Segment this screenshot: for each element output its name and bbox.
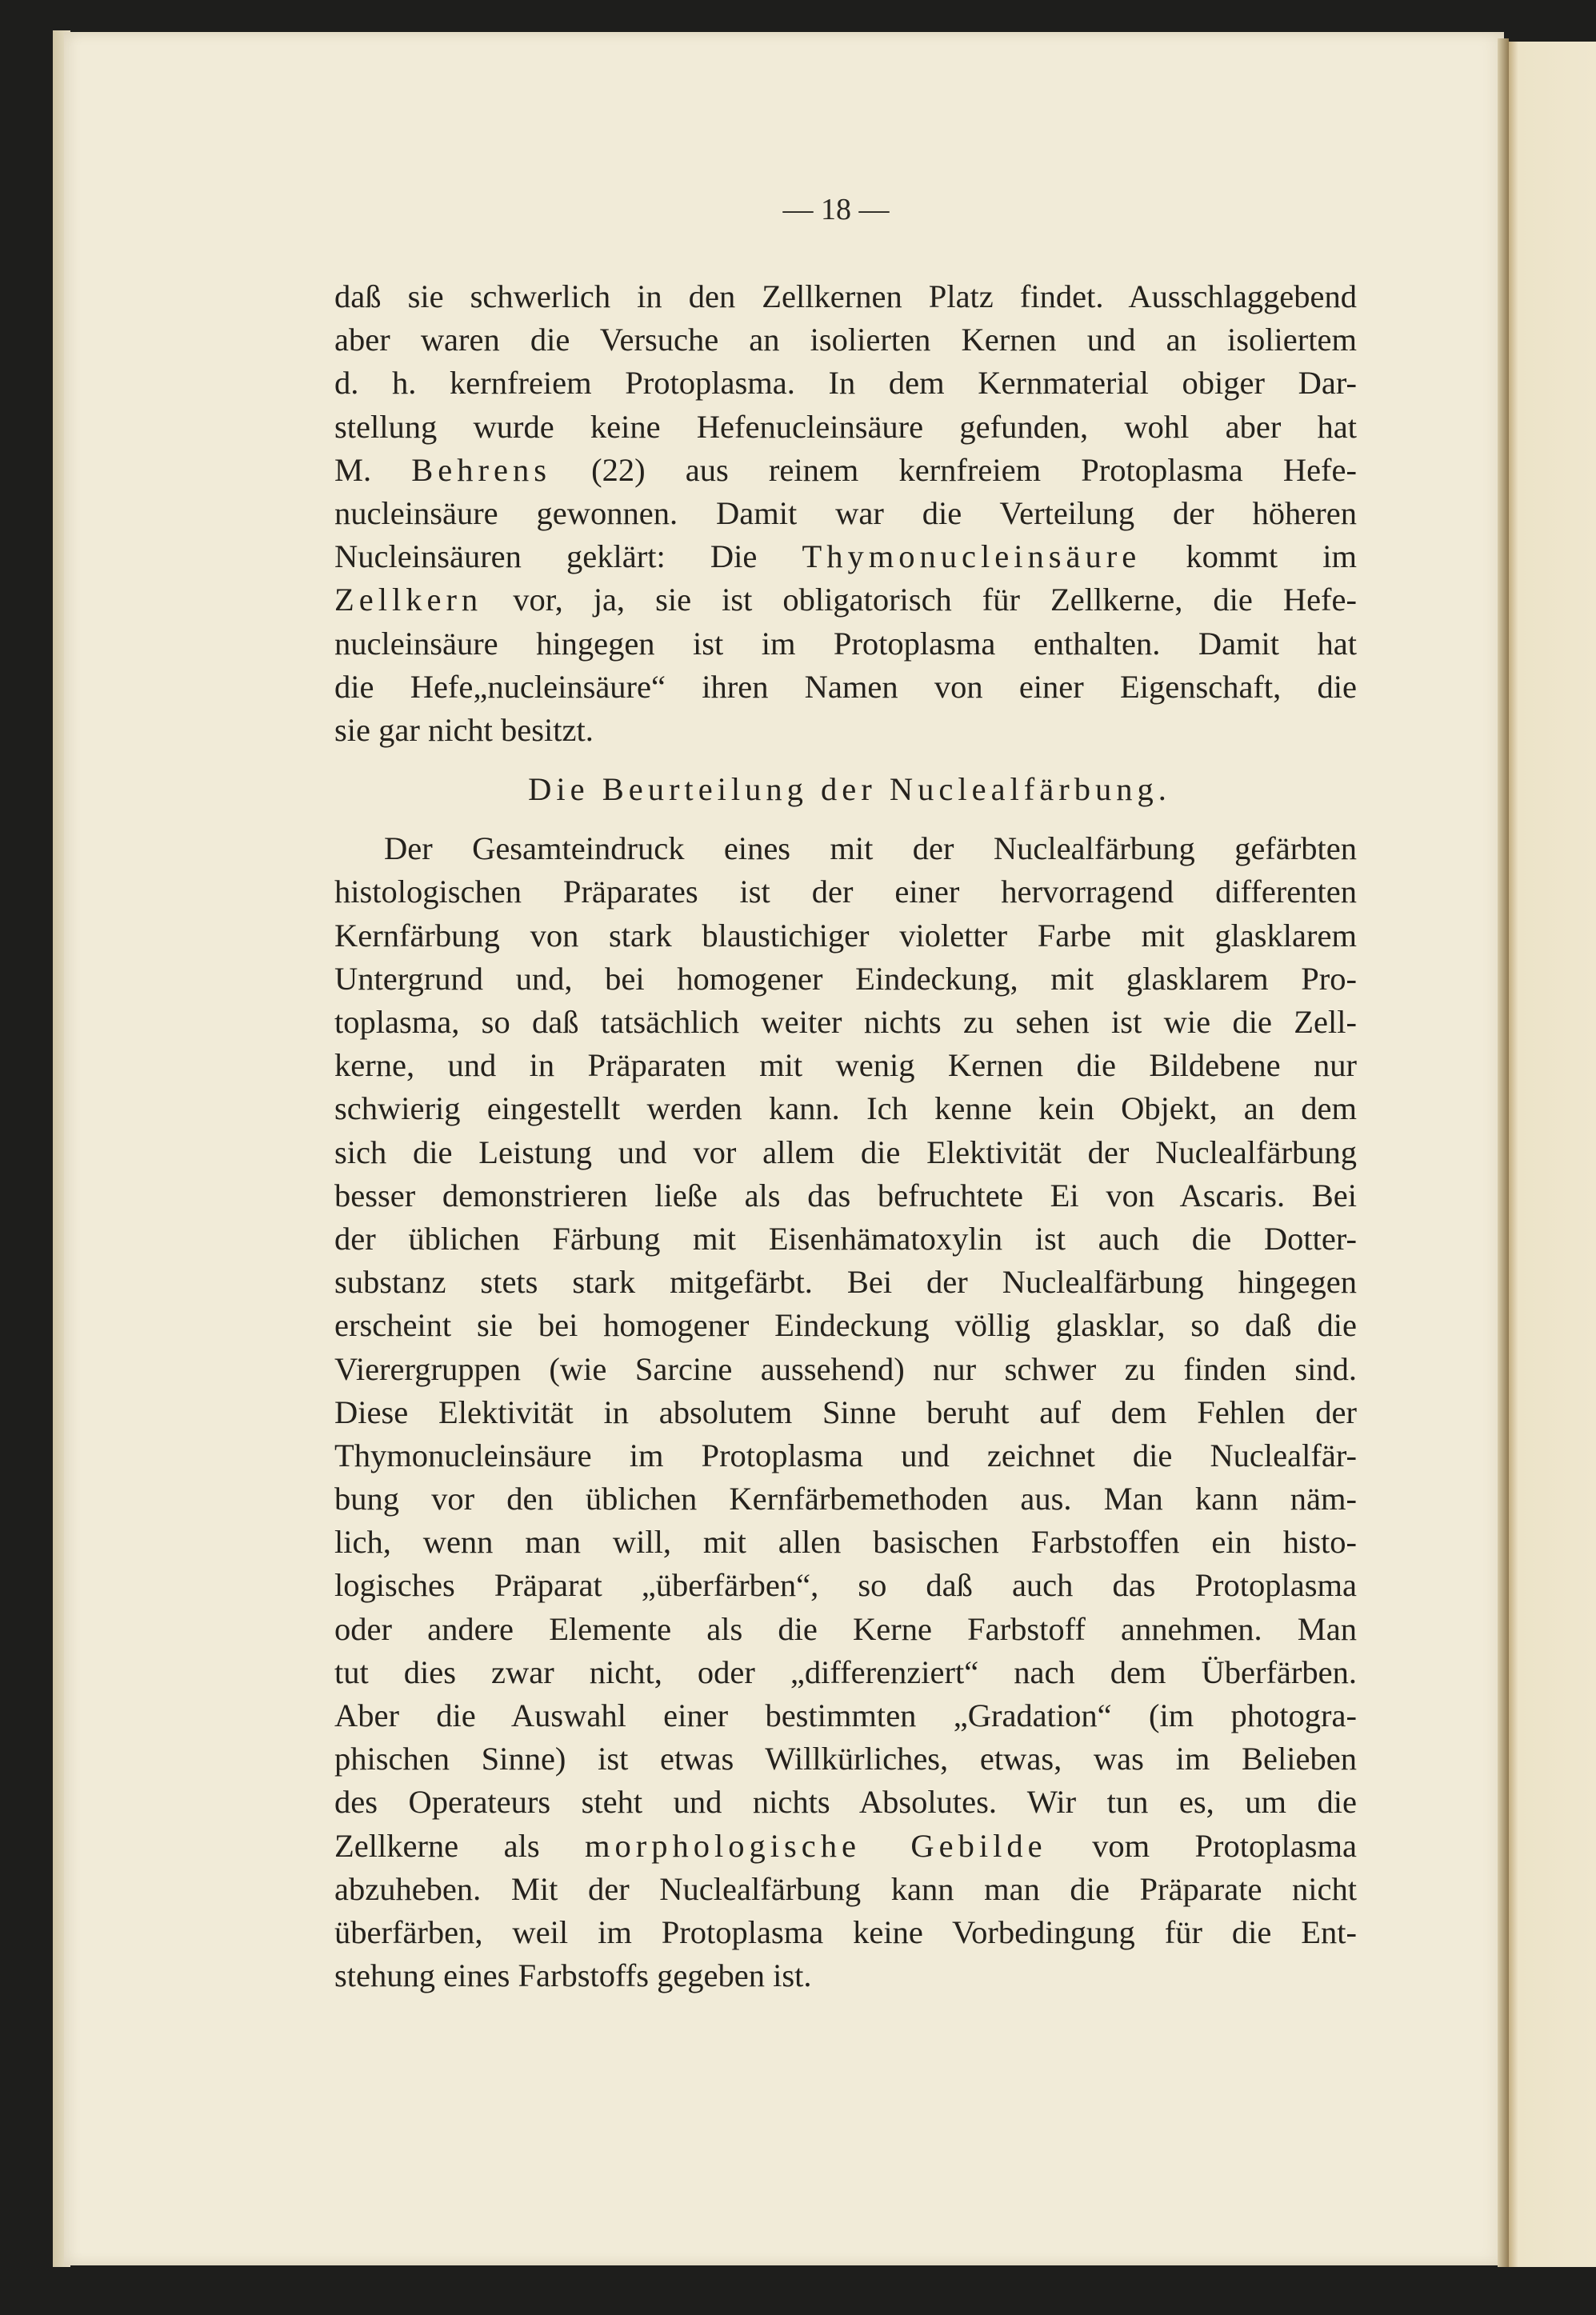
text-line: histologischen Präparates ist der einer hervorragend differenten — [334, 874, 1357, 910]
text-line: Diese Elektivität in absolutem Sinne beruht auf dem Fehlen der — [334, 1393, 1357, 1430]
spaced-term: Thymonucleinsäure — [802, 538, 1142, 575]
text-line: kerne, und in Präparaten mit wenig Kernen die Bildebene nur — [334, 1047, 1357, 1084]
text-line: tut dies zwar nicht, oder „differenziert“ nach dem Überfärben. — [334, 1653, 1357, 1690]
text-segment: vor, ja, sie ist obligatorisch für Zellkerne, die Hefe- — [513, 582, 1357, 618]
text-line: erscheint sie bei homogener Eindeckung völlig glasklar, so daß die — [334, 1307, 1357, 1344]
text-line: sie gar nicht besitzt. — [334, 711, 594, 748]
next-page-edge — [1506, 42, 1596, 2267]
text-line: sich die Leistung und vor allem die Elektivität der Nuclealfärbung — [334, 1134, 1357, 1170]
text-line: Der Gesamteindruck eines mit der Nuclealfärbung gefärbten — [384, 830, 1357, 867]
text-line: daß sie schwerlich in den Zellkernen Platz findet. Ausschlaggebend — [334, 278, 1357, 314]
spaced-name: Behrens — [411, 451, 551, 488]
text-line: überfärben, weil im Protoplasma keine Vorbedingung für die Ent- — [334, 1913, 1357, 1950]
text-line — [334, 449, 1357, 492]
text-line — [334, 1825, 1357, 1868]
text-line: schwierig eingestellt werden kann. Ich kenne kein Objekt, an dem — [334, 1090, 1357, 1127]
text-segment: M. — [334, 451, 372, 488]
spaced-term: morphologische Gebilde — [585, 1827, 1047, 1864]
text-segment: kommt im — [1186, 538, 1358, 575]
text-line: Kernfärbung von stark blaustichiger violetter Farbe mit glasklarem — [334, 917, 1357, 954]
text-line: Aber die Auswahl einer bestimmten „Gradation“ (im photogra- — [334, 1697, 1357, 1733]
text-line: abzuheben. Mit der Nuclealfärbung kann man die Präparate nicht — [334, 1870, 1357, 1907]
text-line: die Hefe„nucleinsäure“ ihren Namen von einer Eigenschaft, die — [334, 668, 1357, 705]
text-segment: Nucleinsäuren geklärt: Die — [334, 538, 758, 575]
book-gutter — [1498, 38, 1509, 2267]
text-line: Untergrund und, bei homogener Eindeckung, mit glasklarem Pro- — [334, 960, 1357, 997]
text-line: toplasma, so daß tatsächlich weiter nichts zu sehen ist wie die Zell- — [334, 1004, 1357, 1040]
text-line: Thymonucleinsäure im Protoplasma und zeichnet die Nuclealfär- — [334, 1437, 1357, 1473]
paragraph-2 — [334, 827, 1357, 1997]
text-segment: Zellkerne als — [334, 1827, 540, 1864]
text-line — [334, 578, 1357, 622]
paragraph-1 — [334, 275, 1357, 752]
page-number: — 18 — — [782, 193, 890, 226]
text-line: substanz stets stark mitgefärbt. Bei der Nuclealfärbung hingegen — [334, 1264, 1357, 1301]
text-segment: vom Protoplasma — [1092, 1827, 1357, 1864]
text-segment: (22) aus reinem kernfreiem Protoplasma Hefe- — [591, 451, 1358, 488]
text-line: Vierergruppen (wie Sarcine aussehend) nur schwer zu finden sind. — [334, 1350, 1357, 1387]
text-line: des Operateurs steht und nichts Absolutes. Wir tun es, um die — [334, 1784, 1357, 1821]
text-line: nucleinsäure hingegen ist im Protoplasma enthalten. Damit hat — [334, 625, 1357, 662]
spaced-term: Zellkern — [334, 582, 483, 618]
text-line: stellung wurde keine Hefenucleinsäure gefunden, wohl aber hat — [334, 408, 1357, 445]
text-line: stehung eines Farbstoffs gegeben ist. — [334, 1957, 812, 1994]
text-line: phischen Sinne) ist etwas Willkürliches, etwas, was im Belieben — [334, 1741, 1357, 1777]
text-line: der üblichen Färbung mit Eisenhämatoxylin ist auch die Dotter- — [334, 1220, 1357, 1257]
body-text — [334, 275, 1357, 1997]
text-line: lich, wenn man will, mit allen basischen Farbstoffen ein histo- — [334, 1524, 1357, 1561]
text-line: nucleinsäure gewonnen. Damit war die Verteilung der höheren — [334, 494, 1357, 531]
text-line — [334, 535, 1357, 578]
text-line: besser demonstrieren ließe als das befruchtete Ei von Ascaris. Bei — [334, 1177, 1357, 1213]
text-line: oder andere Elemente als die Kerne Farbstoff annehmen. Man — [334, 1610, 1357, 1647]
text-line: aber waren die Versuche an isolierten Kernen und an isoliertem — [334, 322, 1357, 358]
text-line: d. h. kernfreiem Protoplasma. In dem Kernmaterial obiger Dar- — [334, 365, 1357, 402]
section-heading: Die Beurteilung der Nuclealfärbung. — [528, 771, 1171, 808]
text-line: logisches Präparat „überfärben“, so daß auch das Protoplasma — [334, 1567, 1357, 1604]
text-line: bung vor den üblichen Kernfärbemethoden aus. Man kann näm- — [334, 1481, 1357, 1517]
